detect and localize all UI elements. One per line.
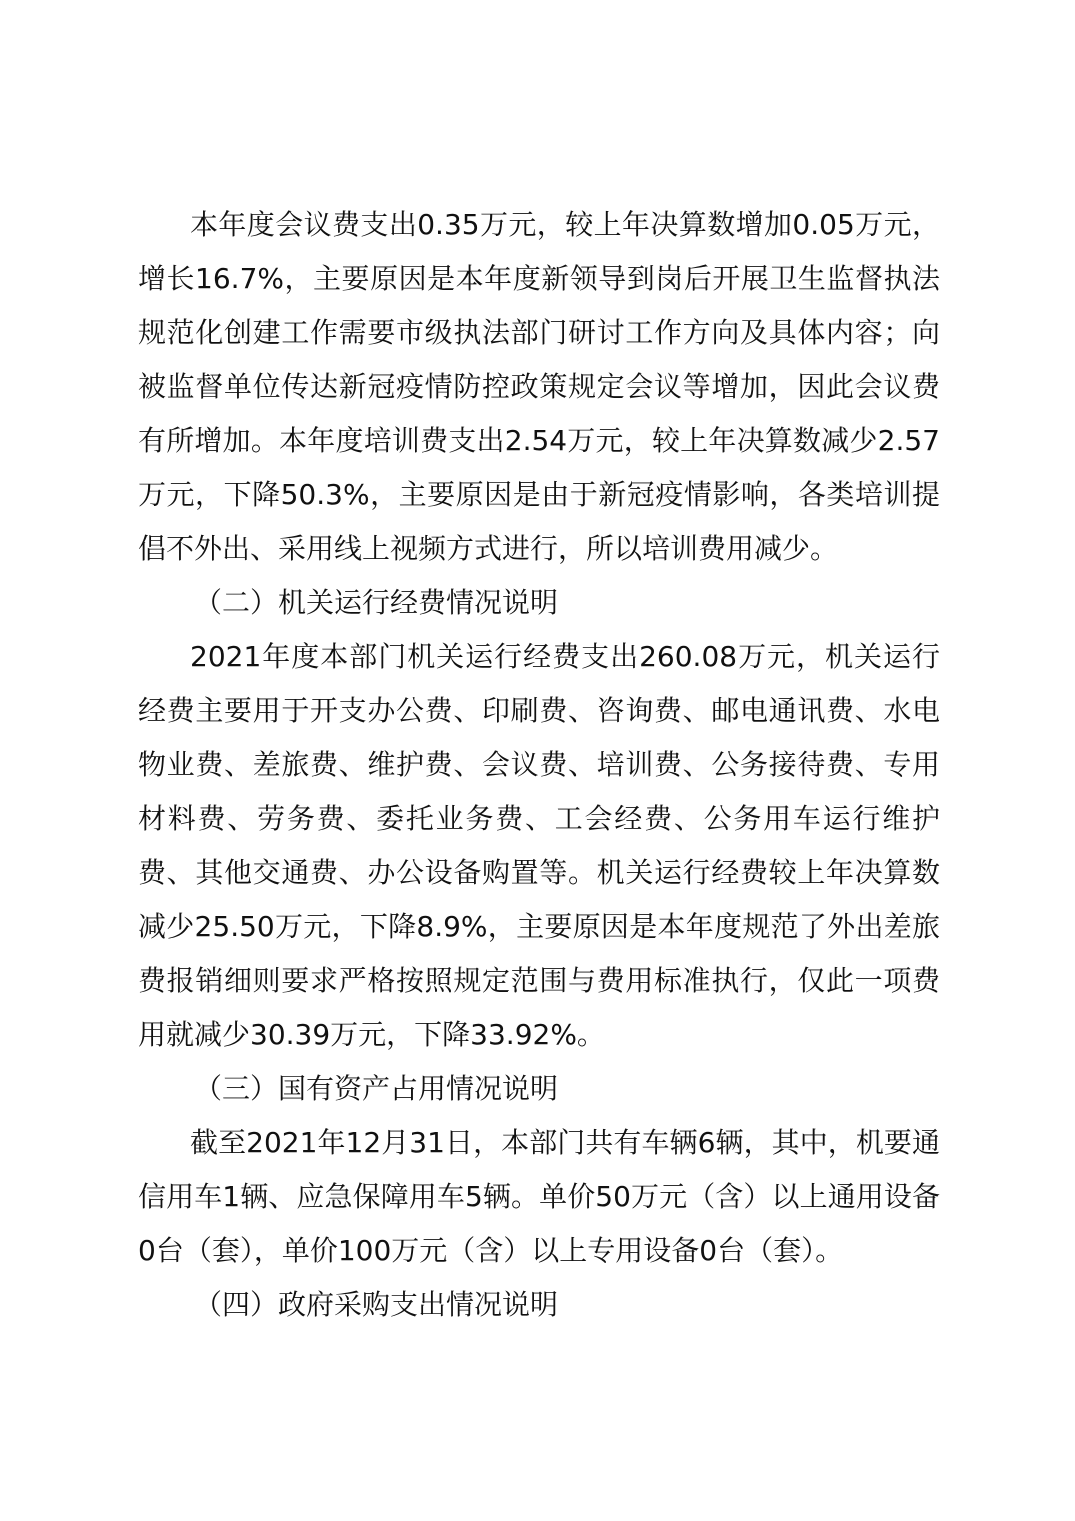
section-heading-operating-costs: （二）机关运行经费情况说明: [194, 586, 559, 619]
document-body: [138, 198, 940, 1332]
meeting-training-fee-paragraph: 本年度会议费支出0.35万元，较上年决算数增加0.05万元，增长16.7%，主要原因是本年度新领导到岗后开展卫生监督执法规范化创建工作需要市级执法部门研讨工作方向及具体内容；向被监督单位传达新冠疫情防控政策规定会议等增加，因此会议费有所增加。本年度培训费支出2.54万元，较上年决算数减少2.57万元，下降50.3%，主要原因是由于新冠疫情影响，各类培训提倡不外出、采用线上视频方式进行，所以培训费用减少。: [138, 208, 940, 565]
state-assets-paragraph: 截至2021年12月31日，本部门共有车辆6辆，其中，机要通信用车1辆、应急保障用车5辆。单价50万元（含）以上通用设备0台（套），单价100万元（含）以上专用设备0台（套）。: [138, 1126, 940, 1267]
section-heading-government-procurement: （四）政府采购支出情况说明: [194, 1288, 559, 1321]
section-heading-state-assets: （三）国有资产占用情况说明: [194, 1072, 559, 1105]
operating-costs-paragraph: 2021年度本部门机关运行经费支出260.08万元，机关运行经费主要用于开支办公费、印刷费、咨询费、邮电通讯费、水电物业费、差旅费、维护费、会议费、培训费、公务接待费、专用材料费、劳务费、委托业务费、工会经费、公务用车运行维护费、其他交通费、办公设备购置等。机关运行经费较上年决算数减少25.50万元，下降8.9%，主要原因是本年度规范了外出差旅费报销细则要求严格按照规定范围与费用标准执行，仅此一项费用就减少30.39万元，下降33.92%。: [138, 640, 940, 1051]
